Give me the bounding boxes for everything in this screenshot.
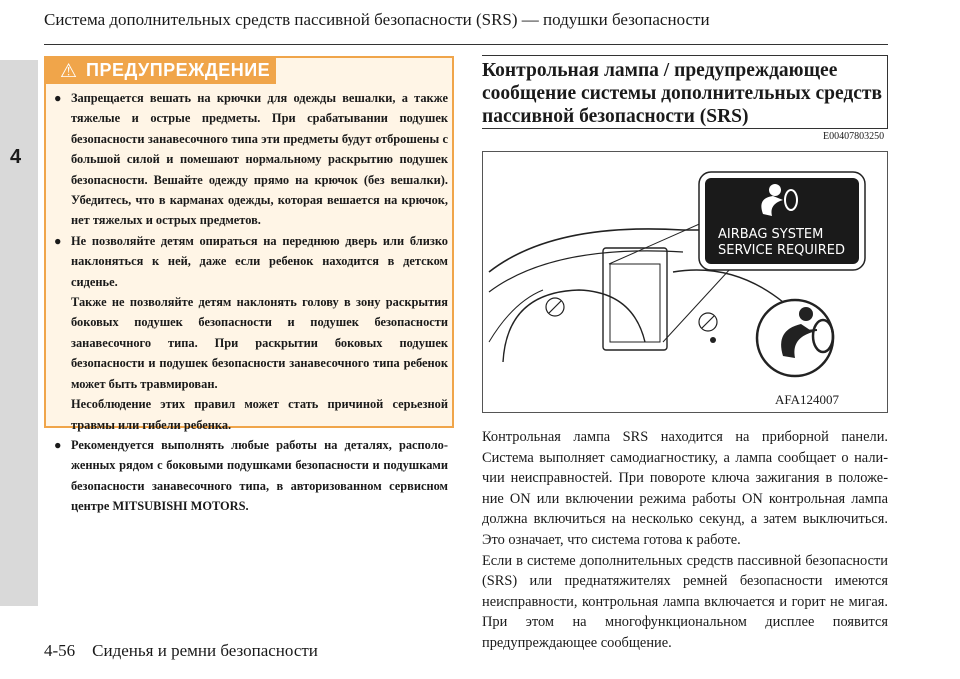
bullet-icon: ● (54, 233, 62, 248)
warning-header (46, 58, 276, 84)
section-heading-box (482, 55, 888, 129)
figure-label: AFA124007 (775, 392, 840, 407)
header-divider (44, 44, 888, 45)
warning-item: ● Не позволяйте детям опираться на переднюю дверь или близко наклоняться к ней, даже если ребенок находится в детском сиденье. (54, 231, 448, 292)
section-title: Контрольная лампа / предупреждающее сообщение системы дополнительных средств пассивной безопасности (SRS) (482, 60, 883, 127)
display-line-1: AIRBAG SYSTEM (718, 227, 824, 242)
chapter-number: 4 (10, 146, 22, 168)
warning-item-continued: Также не позволяйте детям наклонять голову в зону раскрытия боковых подушек безопасности и подушек безопасности занавесочного типа. При раскрытии боковых подушек безопасности и подушек безопасности занавесочного типа ребенок может быть травмирован. (71, 295, 448, 391)
warning-item: ● Запрещается вешать на крючки для одежды вешалки, а также тяжелые и острые предметы. При срабатывании подушек безопасности занавесочного типа эти предметы будут отброшены с большой силой и помешают нормальному раскрытию подушек безопасности. Вешайте одежду прямо на крючок (без вешалки). Убедитесь, что в карманах одежды, которая вешается на крючок, нет тяжелых и острых предметов. (54, 88, 448, 231)
section-code: E00407803250 (823, 131, 885, 142)
warning-item: ● Рекомендуется выполнять любые работы на деталях, расположенных рядом с боковыми подушками безопасности и подушками безопасности занавесочного типа, в авторизованном сервисном центре MITSUBISHI MOTORS. (54, 435, 448, 517)
warning-box (44, 56, 454, 514)
instrument-cluster-illustration (483, 152, 887, 412)
bullet-icon: ● (54, 437, 62, 452)
chapter-tab (0, 60, 38, 606)
warning-item-continued: Несоблюдение этих правил может стать причиной серьезной травмы или гибели ребенка. (71, 397, 448, 432)
running-header: Система дополнительных средств пассивной безопасности (SRS) — подушки безопасности (44, 10, 710, 29)
footer-chapter-title: Сиденья и ремни безопасности (92, 641, 318, 660)
body-text (482, 427, 888, 654)
warning-title: ПРЕДУПРЕЖДЕНИЕ (86, 60, 271, 80)
bullet-icon: ● (54, 91, 62, 105)
instrument-panel-figure (482, 151, 888, 413)
page-footer (44, 641, 318, 661)
body-paragraph: Контрольная лампа SRS находится на приборной панели. Система выполняет самодиагностику, а лампа сообщает о наличии неисправностей. При повороте ключа зажигания в положение ON или включении режима работы ON контрольная лампа должна включиться на несколько секунд, а затем выключиться. Это означает, что система готова к работе. (482, 429, 888, 548)
page-number: 4-56 (44, 641, 76, 660)
warning-triangle-icon: ⚠ (60, 60, 78, 82)
warning-body (54, 88, 448, 517)
body-paragraph: Если в системе дополнительных средств пассивной безопасности (SRS) или преднатяжителях ремней безопасности имеются неисправности, контрольная лампа включается и горит не мигая. При этом на многофункциональном дисплее появится предупреждающее сообщение. (482, 552, 888, 651)
display-line-2: SERVICE REQUIRED (718, 243, 846, 258)
